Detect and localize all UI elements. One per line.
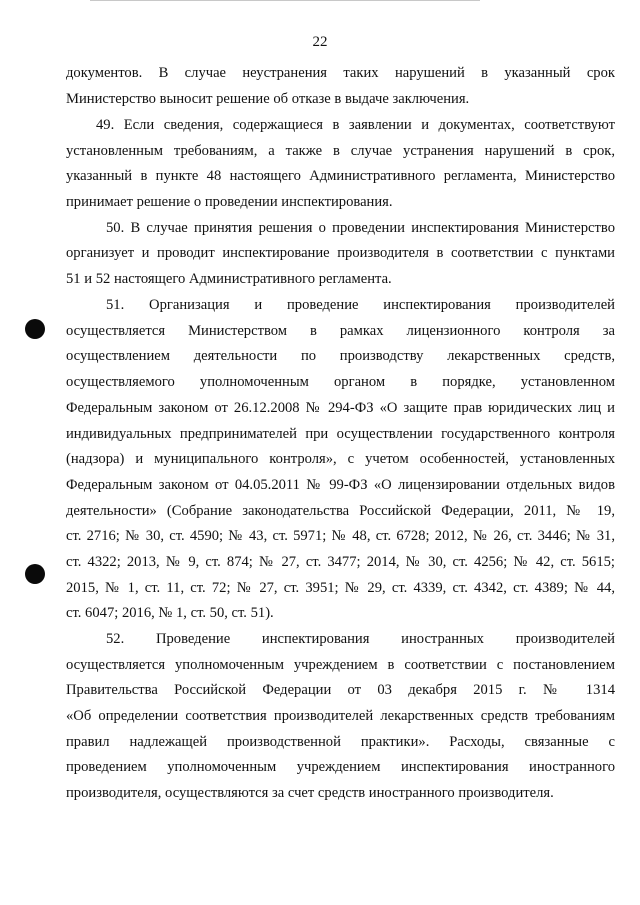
text-line: установленным требованиям, а также в случае устранения нарушений в срок,	[66, 143, 615, 159]
text-line: «Об определении соответствия производителей лекарственных средств требованиям	[66, 708, 615, 724]
text-line: осуществляемого уполномоченным органом в порядке, установленном	[66, 374, 615, 390]
text-line: индивидуальных предпринимателей при осуществлении государственного контроля	[66, 426, 615, 442]
top-border-rule	[90, 0, 480, 1]
text-line: Правительства Российской Федерации от 03 декабря 2015 г. № 1314	[66, 682, 615, 698]
text-line: деятельности» (Собрание законодательства Российской Федерации, 2011, № 19,	[66, 503, 615, 519]
text-line: 51 и 52 настоящего Административного регламента.	[66, 271, 392, 287]
binder-hole-lower	[25, 564, 45, 584]
text-line: производителя, осуществляются за счет средств иностранного производителя.	[66, 785, 554, 801]
page-number: 22	[312, 34, 328, 50]
text-line: Федеральным законом от 26.12.2008 № 294-ФЗ «О защите прав юридических лиц и	[66, 400, 615, 416]
text-line: 2015, № 1, ст. 11, ст. 72; № 27, ст. 3951; № 29, ст. 4339, ст. 4342, ст. 4389; № 44,	[66, 580, 615, 596]
text-line: организует и проводит инспектирование производителя в соответствии с пунктами	[66, 245, 615, 261]
text-line: принимает решение о проведении инспектирования.	[66, 194, 393, 210]
text-line: осуществляется Министерством в рамках лицензионного контроля за	[66, 323, 615, 339]
paragraph-51-start: 51. Организация и проведение инспектирования производителей	[106, 297, 615, 313]
text-line: осуществляется уполномоченным учреждением в соответствии с постановлением	[66, 657, 615, 673]
text-line: проведением уполномоченным учреждением инспектирования иностранного	[66, 759, 615, 775]
text-line: ст. 6047; 2016, № 1, ст. 50, ст. 51).	[66, 605, 274, 621]
text-line: Министерство выносит решение об отказе в выдаче заключения.	[66, 91, 470, 107]
paragraph-50-start: 50. В случае принятия решения о проведении инспектирования Министерство	[106, 220, 615, 236]
text-line: ст. 2716; № 30, ст. 4590; № 43, ст. 5971; № 48, ст. 6728; 2012, № 26, ст. 3446; № 31,	[66, 528, 615, 544]
binder-hole-upper	[25, 319, 45, 339]
text-line: ст. 4322; 2013, № 9, ст. 874; № 27, ст. 3477; 2014, № 30, ст. 4256; № 42, ст. 5615;	[66, 554, 615, 570]
text-line: осуществлением деятельности по производству лекарственных средств,	[66, 348, 615, 364]
paragraph-49-start: 49. Если сведения, содержащиеся в заявлении и документах, соответствуют	[96, 117, 615, 133]
text-line: указанный в пункте 48 настоящего Административного регламента, Министерство	[66, 168, 615, 184]
text-line: Федеральным законом от 04.05.2011 № 99-ФЗ «О лицензировании отдельных видов	[66, 477, 615, 493]
text-line: документов. В случае неустранения таких нарушений в указанный срок	[66, 65, 615, 81]
text-line: правил надлежащей производственной практики». Расходы, связанные с	[66, 734, 615, 750]
text-line: (надзора) и муниципального контроля», с учетом особенностей, установленных	[66, 451, 615, 467]
paragraph-52-start: 52. Проведение инспектирования иностранных производителей	[106, 631, 615, 647]
